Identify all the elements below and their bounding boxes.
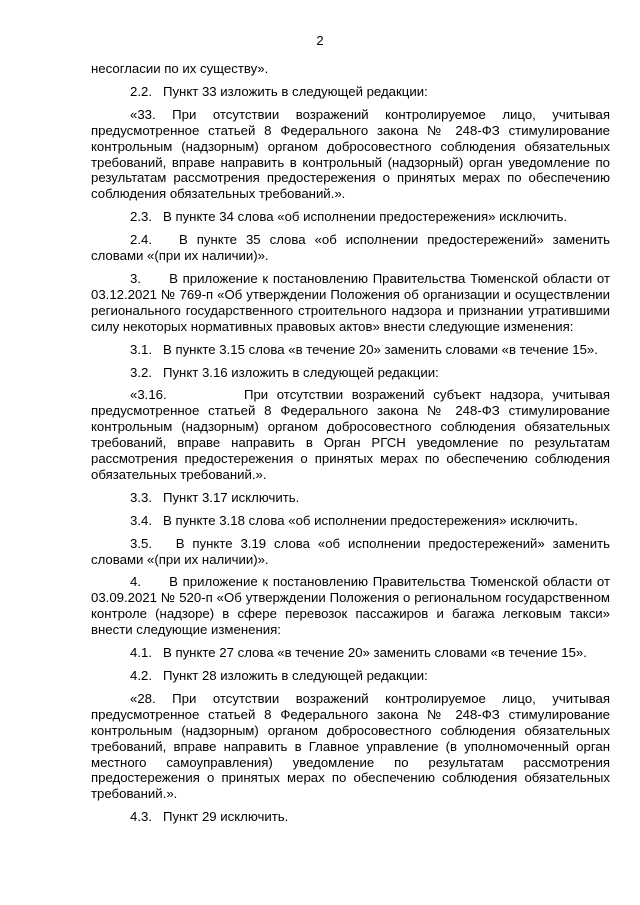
paragraph-quote-3-16: «3.16. При отсутствии возражений субъект надзора, учитывая предусмотренное статьей 8 Федерального закона № 248-ФЗ стимулирование контрольным (надзорным) органом добросовестного соблюдения обязательных требований, вправе направить в Орган РГСН уведомление по результатам рассмотрения предостережения о принятых мерах по обеспечению соблюдения обязательных требований.».: [91, 387, 614, 482]
paragraph-3-3: 3.3. Пункт 3.17 исключить.: [130, 489, 300, 505]
paragraph-4-1: 4.1. В пункте 27 слова «в течение 20» заменить словами «в течение 15».: [130, 645, 587, 661]
paragraph-3-5: 3.5. В пункте 3.19 слова «об исполнении предостережений» заменить словами «(при их наличии)».: [91, 535, 614, 567]
document-body: [91, 61, 614, 832]
paragraph-4: 4. В приложение к постановлению Правительства Тюменской области от 03.09.2021 № 520-п «Об утверждении Положения о региональном государственном контроле (надзоре) в сфере перевозок пассажиров и багажа легковым такси» внести следующие изменения:: [91, 574, 614, 638]
paragraph-2-3: 2.3. В пункте 34 слова «об исполнении предостережения» исключить.: [130, 209, 568, 225]
paragraph-quote-28: «28. При отсутствии возражений контролируемое лицо, учитывая предусмотренное статьей 8 Федерального закона № 248-ФЗ стимулирование контрольным (надзорным) органом добросовестного соблюдения обязательных требований, вправе направить в Главное управление (в уполномоченный орган местного самоуправления) уведомление по результатам рассмотрения предостережения о принятых мерах по обеспечению соблюдения обязательных требований.».: [91, 690, 614, 802]
paragraph-3-1: 3.1. В пункте 3.15 слова «в течение 20» заменить словами «в течение 15».: [130, 341, 598, 357]
paragraph-2-2: 2.2. Пункт 33 изложить в следующей редакции:: [130, 83, 428, 99]
paragraph-continuation: несогласии по их существу».: [91, 61, 269, 76]
paragraph-3: 3. В приложение к постановлению Правительства Тюменской области от 03.12.2021 № 769-п «Об утверждении Положения об организации и осуществлении регионального государственного строительного надзора и признании утратившими силу некоторых нормативных правовых актов» внести следующие изменения:: [91, 270, 614, 334]
paragraph-quote-33: «33. При отсутствии возражений контролируемое лицо, учитывая предусмотренное статьей 8 Федерального закона № 248-ФЗ стимулирование контрольным (надзорным) органом добросовестного соблюдения обязательных требований, вправе направить в контрольный (надзорный) орган уведомление по результатам рассмотрения предостережения о принятых мерах по обеспечению соблюдения обязательных требований.».: [91, 106, 614, 202]
paragraph-2-4: 2.4. В пункте 35 слова «об исполнении предостережений» заменить словами «(при их наличии)».: [91, 232, 614, 264]
paragraph-4-2: 4.2. Пункт 28 изложить в следующей редакции:: [130, 668, 428, 683]
paragraph-3-4: 3.4. В пункте 3.18 слова «об исполнении предостережения» исключить.: [130, 512, 579, 528]
paragraph-3-2: 3.2. Пункт 3.16 изложить в следующей редакции:: [130, 364, 439, 380]
page-number: 2: [316, 33, 324, 48]
paragraph-4-3: 4.3. Пункт 29 исключить.: [130, 809, 289, 825]
